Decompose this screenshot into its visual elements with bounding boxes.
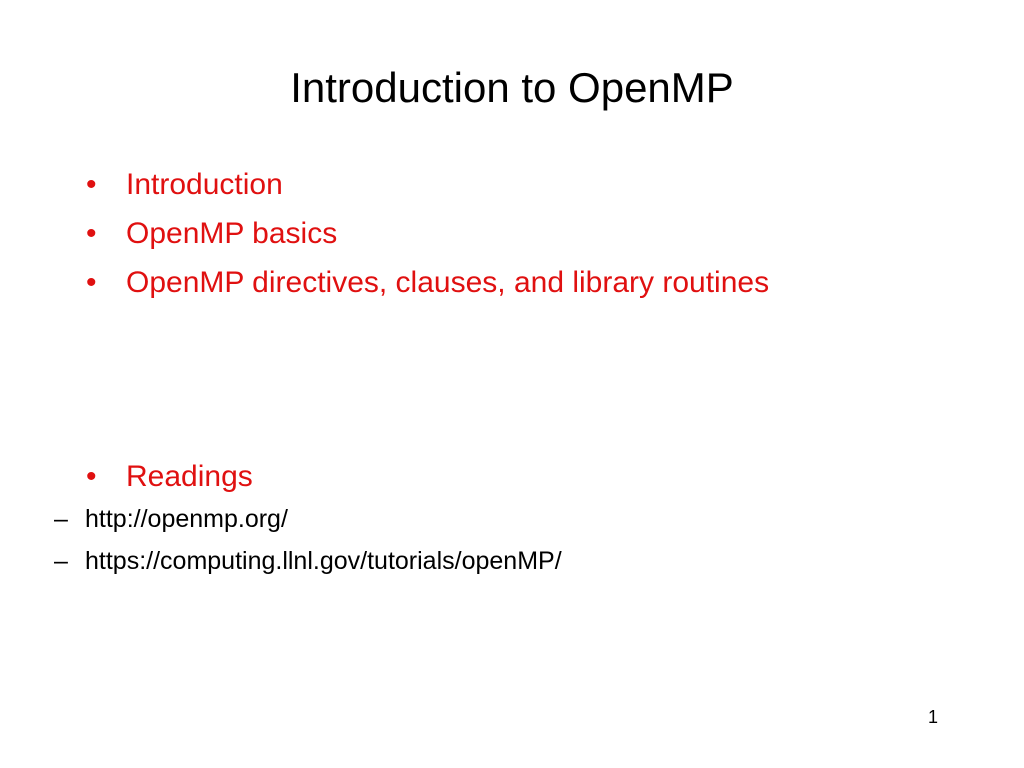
- bullet-item-readings: [86, 452, 253, 501]
- bullet-text-introduction: Introduction: [126, 168, 283, 201]
- dash-marker: –: [54, 547, 68, 575]
- dash-marker: –: [54, 505, 68, 533]
- reading-link-openmp[interactable]: http://openmp.org/: [85, 505, 288, 533]
- bullet-marker: •: [86, 168, 97, 201]
- bullet-text-openmp-basics: OpenMP basics: [126, 217, 338, 250]
- bullet-marker: •: [86, 266, 97, 299]
- bullet-text-readings: Readings: [126, 460, 253, 493]
- bullet-marker: •: [86, 460, 97, 493]
- bullet-text-directives: OpenMP directives, clauses, and library routines: [126, 266, 770, 299]
- readings-sub-list: [54, 498, 562, 582]
- page-number: 1: [927, 707, 938, 727]
- slide-title: Introduction to OpenMP: [290, 64, 734, 111]
- sub-item: [54, 498, 562, 540]
- readings-list: [86, 452, 253, 501]
- bullet-item: [86, 258, 769, 307]
- bullet-item: [86, 209, 769, 258]
- reading-link-llnl[interactable]: https://computing.llnl.gov/tutorials/openMP/: [85, 547, 562, 575]
- bullet-marker: •: [86, 217, 97, 250]
- bullet-list: [86, 160, 769, 307]
- sub-item: [54, 540, 562, 582]
- bullet-item: [86, 160, 769, 209]
